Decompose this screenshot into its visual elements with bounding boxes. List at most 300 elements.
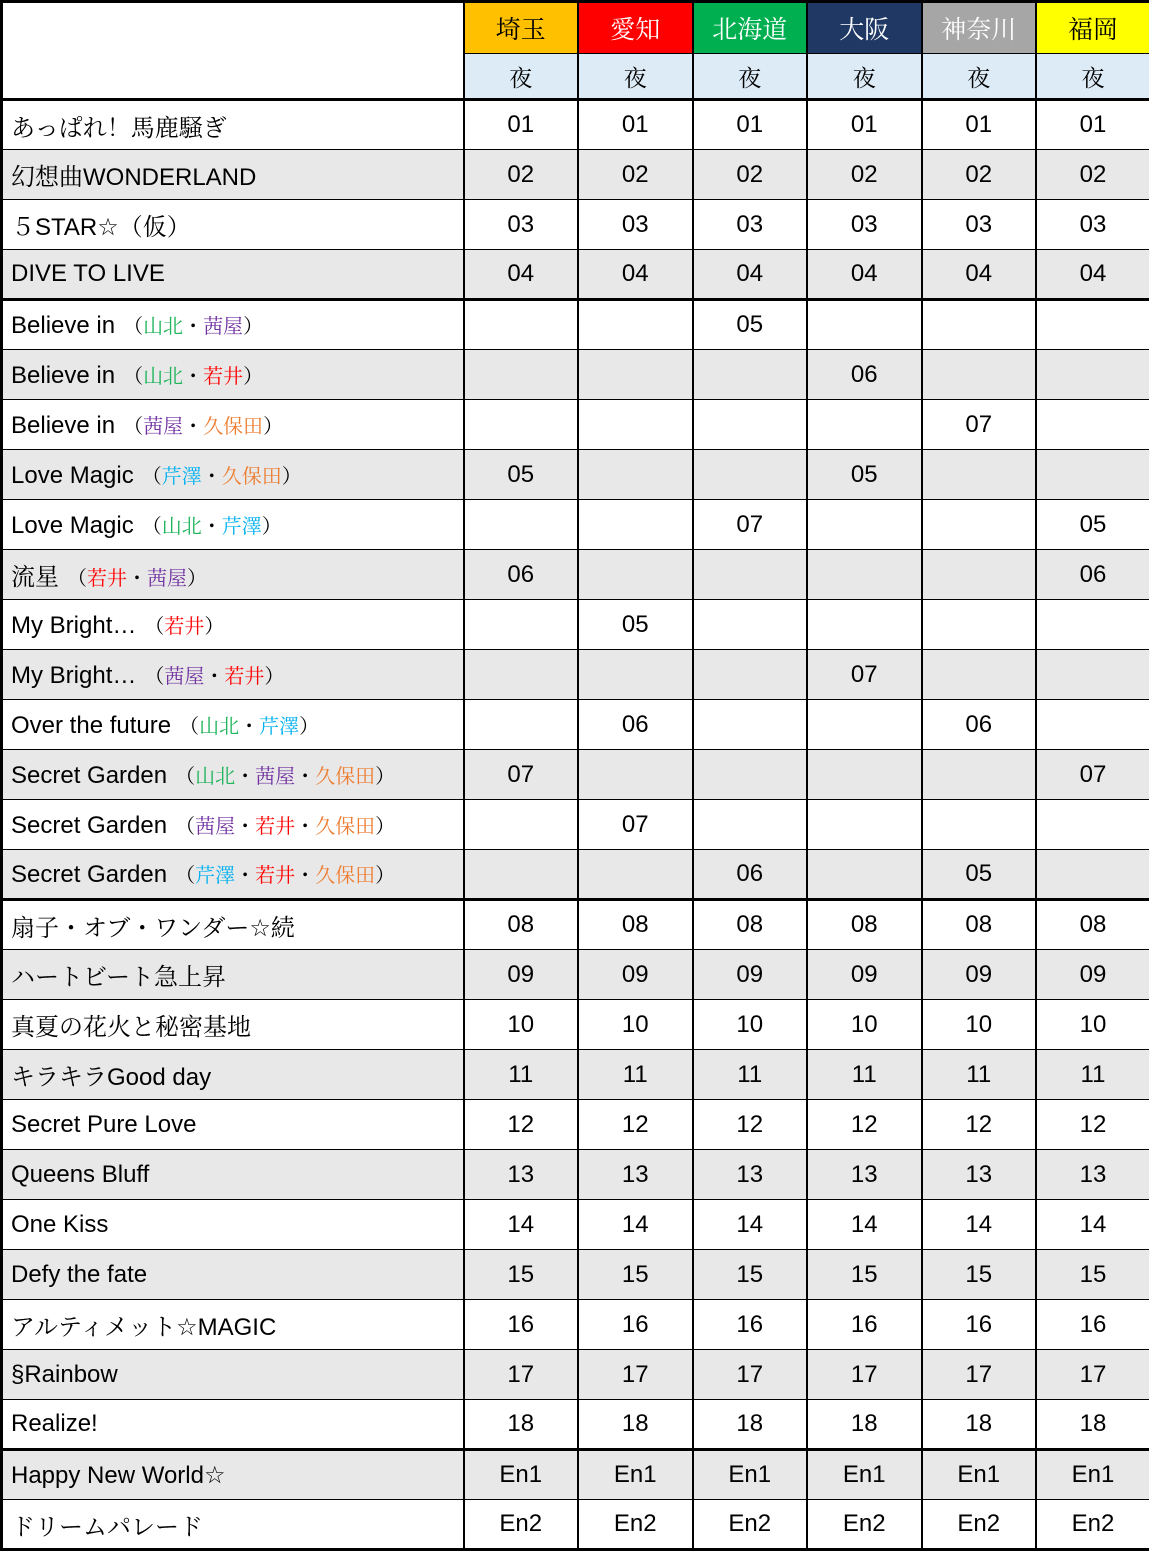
setlist-number-cell: 16 bbox=[464, 1300, 579, 1350]
setlist-number-cell: 05 bbox=[922, 850, 1037, 900]
night-show-label-fukuoka: 夜 bbox=[1036, 54, 1149, 100]
song-title: Happy New World☆ bbox=[11, 1461, 226, 1489]
performer-name: 若井 bbox=[255, 815, 296, 838]
performer-credits: （若井・茜屋） bbox=[67, 568, 207, 590]
setlist-number-cell: 11 bbox=[693, 1050, 808, 1100]
setlist-number-cell: 06 bbox=[807, 350, 922, 400]
performer-name: 若井 bbox=[203, 365, 244, 388]
setlist-number-cell: 10 bbox=[807, 1000, 922, 1050]
song-title: キラキラGood day bbox=[11, 1064, 212, 1091]
song-title-cell bbox=[2, 550, 464, 600]
song-title: My Bright… bbox=[11, 661, 137, 689]
song-title-cell bbox=[2, 950, 464, 1000]
song-title-cell bbox=[2, 300, 464, 350]
setlist-number-cell: 18 bbox=[464, 1400, 579, 1450]
setlist-number-cell: 13 bbox=[1036, 1150, 1149, 1200]
performer-name: 芹澤 bbox=[221, 515, 262, 538]
setlist-number-cell: 15 bbox=[693, 1250, 808, 1300]
song-title: One Kiss bbox=[11, 1210, 109, 1238]
setlist-number-cell: 14 bbox=[693, 1200, 808, 1250]
setlist-number-cell: 12 bbox=[578, 1100, 693, 1150]
setlist-number-cell: 18 bbox=[807, 1400, 922, 1450]
song-title: あっぱれ！馬鹿騒ぎ bbox=[11, 114, 227, 142]
setlist-number-cell bbox=[578, 450, 693, 500]
setlist-number-cell bbox=[578, 300, 693, 350]
setlist-number-cell: 15 bbox=[922, 1250, 1037, 1300]
setlist-number-cell: 01 bbox=[807, 100, 922, 150]
song-row bbox=[2, 300, 1149, 350]
song-row bbox=[2, 1050, 1149, 1100]
setlist-number-cell: 11 bbox=[922, 1050, 1037, 1100]
setlist-number-cell: 15 bbox=[807, 1250, 922, 1300]
performer-credits: （芹澤・久保田） bbox=[141, 465, 302, 488]
performer-name: 山北 bbox=[143, 316, 184, 338]
song-title: ５STAR☆（仮） bbox=[11, 214, 191, 241]
performer-credits: （山北・若井） bbox=[123, 365, 264, 388]
setlist-number-cell: En2 bbox=[464, 1500, 579, 1550]
setlist-number-cell bbox=[807, 500, 922, 550]
setlist-number-cell bbox=[464, 650, 579, 700]
prefecture-header-row bbox=[2, 2, 1149, 54]
setlist-number-cell: 03 bbox=[693, 200, 808, 250]
setlist-number-cell: 07 bbox=[1036, 750, 1149, 800]
setlist-number-cell: 09 bbox=[922, 950, 1037, 1000]
setlist-number-cell: 04 bbox=[578, 250, 693, 300]
performer-credits: （山北・茜屋・久保田） bbox=[175, 765, 396, 788]
setlist-number-cell: 15 bbox=[578, 1250, 693, 1300]
setlist-number-cell: 16 bbox=[807, 1300, 922, 1350]
setlist-number-cell: 12 bbox=[807, 1100, 922, 1150]
setlist-number-cell bbox=[807, 550, 922, 600]
setlist-number-cell: 09 bbox=[693, 950, 808, 1000]
song-title: Secret Pure Love bbox=[11, 1110, 197, 1138]
setlist-number-cell: 03 bbox=[1036, 200, 1149, 250]
song-title: §Rainbow bbox=[11, 1360, 118, 1388]
setlist-number-cell: 08 bbox=[578, 900, 693, 950]
song-row bbox=[2, 1150, 1149, 1200]
song-title: Secret Garden bbox=[11, 761, 168, 789]
setlist-number-cell: En1 bbox=[578, 1450, 693, 1500]
setlist-number-cell bbox=[578, 850, 693, 900]
setlist-number-cell: 04 bbox=[464, 250, 579, 300]
setlist-number-cell: 01 bbox=[922, 100, 1037, 150]
performer-credits: （茜屋・若井・久保田） bbox=[175, 815, 396, 838]
performer-name: 茜屋 bbox=[164, 665, 205, 688]
setlist-number-cell bbox=[922, 800, 1037, 850]
performer-credits: （山北・芹澤） bbox=[179, 715, 320, 738]
setlist-number-cell bbox=[1036, 450, 1149, 500]
song-title-cell bbox=[2, 1350, 464, 1400]
setlist-number-cell bbox=[693, 450, 808, 500]
performer-name: 久保田 bbox=[315, 815, 376, 838]
setlist-number-cell: En1 bbox=[807, 1450, 922, 1500]
setlist-number-cell: 01 bbox=[464, 100, 579, 150]
prefecture-header-osaka: 大阪 bbox=[807, 2, 922, 54]
song-title: Over the future bbox=[11, 711, 172, 739]
song-title: アルティメット☆MAGIC bbox=[11, 1314, 277, 1341]
song-row bbox=[2, 1350, 1149, 1400]
setlist-number-cell bbox=[1036, 300, 1149, 350]
setlist-number-cell: 12 bbox=[693, 1100, 808, 1150]
setlist-number-cell: 15 bbox=[1036, 1250, 1149, 1300]
song-row bbox=[2, 1200, 1149, 1250]
setlist-number-cell bbox=[807, 700, 922, 750]
setlist-number-cell: 10 bbox=[693, 1000, 808, 1050]
setlist-number-cell: 02 bbox=[922, 150, 1037, 200]
song-title-cell bbox=[2, 1300, 464, 1350]
song-title-cell bbox=[2, 750, 464, 800]
setlist-number-cell: 16 bbox=[1036, 1300, 1149, 1350]
setlist-number-cell: 08 bbox=[922, 900, 1037, 950]
song-title: Secret Garden bbox=[11, 861, 168, 888]
song-row bbox=[2, 200, 1149, 250]
performer-name: 若井 bbox=[224, 665, 265, 688]
setlist-number-cell bbox=[1036, 800, 1149, 850]
setlist-number-cell bbox=[578, 500, 693, 550]
song-title-cell bbox=[2, 1400, 464, 1450]
setlist-number-cell: 09 bbox=[578, 950, 693, 1000]
setlist-number-cell bbox=[807, 750, 922, 800]
setlist-number-cell: 02 bbox=[807, 150, 922, 200]
song-title: My Bright… bbox=[11, 611, 137, 639]
setlist-number-cell: 18 bbox=[578, 1400, 693, 1450]
corner-blank-cell bbox=[2, 2, 464, 100]
setlist-number-cell bbox=[807, 850, 922, 900]
performer-credits: （茜屋・久保田） bbox=[123, 415, 284, 438]
performer-name: 茜屋 bbox=[195, 815, 236, 838]
performer-name: 山北 bbox=[161, 515, 202, 538]
setlist-number-cell: 14 bbox=[922, 1200, 1037, 1250]
setlist-number-cell bbox=[693, 550, 808, 600]
song-title-cell bbox=[2, 150, 464, 200]
setlist-number-cell bbox=[922, 450, 1037, 500]
setlist-number-cell: 10 bbox=[1036, 1000, 1149, 1050]
setlist-number-cell: 05 bbox=[578, 600, 693, 650]
song-title: Secret Garden bbox=[11, 811, 168, 839]
setlist-number-cell bbox=[464, 850, 579, 900]
song-row bbox=[2, 1400, 1149, 1450]
setlist-number-cell: 14 bbox=[578, 1200, 693, 1250]
setlist-number-cell bbox=[1036, 400, 1149, 450]
setlist-number-cell bbox=[1036, 350, 1149, 400]
setlist-number-cell: 11 bbox=[464, 1050, 579, 1100]
song-row bbox=[2, 800, 1149, 850]
song-title-cell bbox=[2, 1100, 464, 1150]
prefecture-header-hokkaido: 北海道 bbox=[693, 2, 808, 54]
setlist-number-cell: 07 bbox=[464, 750, 579, 800]
setlist-number-cell: 14 bbox=[807, 1200, 922, 1250]
song-row bbox=[2, 950, 1149, 1000]
setlist-number-cell: 04 bbox=[922, 250, 1037, 300]
song-title-cell bbox=[2, 800, 464, 850]
setlist-number-cell: 09 bbox=[464, 950, 579, 1000]
setlist-number-cell: 01 bbox=[1036, 100, 1149, 150]
setlist-number-cell bbox=[1036, 700, 1149, 750]
song-title-cell bbox=[2, 850, 464, 900]
setlist-number-cell: 04 bbox=[1036, 250, 1149, 300]
song-row bbox=[2, 400, 1149, 450]
setlist-number-cell: 13 bbox=[693, 1150, 808, 1200]
song-title-cell bbox=[2, 1450, 464, 1500]
performer-credits: （芹澤・若井・久保田） bbox=[175, 865, 396, 887]
setlist-number-cell: 11 bbox=[807, 1050, 922, 1100]
performer-name: 若井 bbox=[164, 615, 205, 638]
setlist-number-cell: En1 bbox=[1036, 1450, 1149, 1500]
night-show-label-saitama: 夜 bbox=[464, 54, 579, 100]
setlist-number-cell bbox=[578, 400, 693, 450]
song-row bbox=[2, 1250, 1149, 1300]
setlist-number-cell: 12 bbox=[464, 1100, 579, 1150]
setlist-number-cell: 13 bbox=[464, 1150, 579, 1200]
setlist-number-cell: 17 bbox=[1036, 1350, 1149, 1400]
performer-name: 山北 bbox=[195, 765, 236, 788]
setlist-number-cell bbox=[1036, 650, 1149, 700]
setlist-number-cell: 16 bbox=[693, 1300, 808, 1350]
setlist-number-cell bbox=[578, 650, 693, 700]
song-title-cell bbox=[2, 900, 464, 950]
performer-name: 若井 bbox=[87, 568, 127, 590]
song-title-cell bbox=[2, 1200, 464, 1250]
setlist-number-cell: 16 bbox=[578, 1300, 693, 1350]
setlist-number-cell bbox=[578, 350, 693, 400]
setlist-number-cell: 12 bbox=[1036, 1100, 1149, 1150]
setlist-number-cell: 02 bbox=[1036, 150, 1149, 200]
setlist-number-cell bbox=[922, 550, 1037, 600]
setlist-number-cell: 17 bbox=[464, 1350, 579, 1400]
song-title: Defy the fate bbox=[11, 1260, 148, 1288]
setlist-number-cell: En1 bbox=[922, 1450, 1037, 1500]
song-row bbox=[2, 1000, 1149, 1050]
performer-credits: （山北・茜屋） bbox=[123, 316, 264, 338]
performer-name: 山北 bbox=[199, 715, 240, 738]
setlist-number-cell: 07 bbox=[807, 650, 922, 700]
song-row bbox=[2, 1450, 1149, 1500]
setlist-number-cell: 08 bbox=[693, 900, 808, 950]
song-row bbox=[2, 550, 1149, 600]
setlist-number-cell: En2 bbox=[1036, 1500, 1149, 1550]
song-row bbox=[2, 350, 1149, 400]
song-title: Believe in bbox=[11, 312, 116, 339]
setlist-number-cell: 06 bbox=[464, 550, 579, 600]
setlist-number-cell bbox=[464, 350, 579, 400]
setlist-number-cell: 17 bbox=[693, 1350, 808, 1400]
song-title: Love Magic bbox=[11, 461, 134, 489]
setlist-number-cell bbox=[1036, 600, 1149, 650]
setlist-number-cell: 17 bbox=[807, 1350, 922, 1400]
performer-name: 久保田 bbox=[221, 465, 282, 488]
setlist-number-cell: 01 bbox=[693, 100, 808, 150]
setlist-number-cell: 03 bbox=[807, 200, 922, 250]
prefecture-header-kanagawa: 神奈川 bbox=[922, 2, 1037, 54]
song-row bbox=[2, 250, 1149, 300]
song-row bbox=[2, 1500, 1149, 1550]
song-title: Believe in bbox=[11, 411, 116, 439]
setlist-number-cell: 07 bbox=[693, 500, 808, 550]
song-title: 幻想曲WONDERLAND bbox=[11, 164, 257, 191]
setlist-number-cell bbox=[464, 400, 579, 450]
setlist-number-cell: 02 bbox=[693, 150, 808, 200]
setlist-number-cell bbox=[464, 500, 579, 550]
song-title-cell bbox=[2, 1050, 464, 1100]
setlist-number-cell: 02 bbox=[464, 150, 579, 200]
performer-credits: （茜屋・若井） bbox=[144, 665, 285, 688]
song-title: ハートビート急上昇 bbox=[11, 964, 227, 991]
setlist-number-cell: 09 bbox=[807, 950, 922, 1000]
prefecture-header-fukuoka: 福岡 bbox=[1036, 2, 1149, 54]
song-title-cell bbox=[2, 1150, 464, 1200]
performer-name: 山北 bbox=[143, 365, 184, 388]
setlist-number-cell bbox=[464, 600, 579, 650]
setlist-number-cell bbox=[1036, 850, 1149, 900]
song-row bbox=[2, 1300, 1149, 1350]
setlist-number-cell: En1 bbox=[693, 1450, 808, 1500]
setlist-number-cell bbox=[807, 300, 922, 350]
setlist-number-cell: 18 bbox=[693, 1400, 808, 1450]
setlist-number-cell bbox=[464, 800, 579, 850]
setlist-number-cell: 13 bbox=[922, 1150, 1037, 1200]
setlist-number-cell: 11 bbox=[578, 1050, 693, 1100]
song-title-cell bbox=[2, 650, 464, 700]
setlist-number-cell bbox=[807, 400, 922, 450]
setlist-number-cell bbox=[693, 650, 808, 700]
night-show-label-kanagawa: 夜 bbox=[922, 54, 1037, 100]
song-title: ドリームパレード bbox=[11, 1513, 203, 1541]
performer-name: 芹澤 bbox=[259, 715, 300, 738]
table-header bbox=[2, 2, 1149, 100]
song-row bbox=[2, 900, 1149, 950]
setlist-number-cell bbox=[922, 500, 1037, 550]
performer-credits: （山北・芹澤） bbox=[141, 515, 282, 538]
setlist-number-cell: En2 bbox=[693, 1500, 808, 1550]
setlist-number-cell bbox=[807, 600, 922, 650]
setlist-number-cell: En2 bbox=[807, 1500, 922, 1550]
setlist-number-cell: 08 bbox=[1036, 900, 1149, 950]
setlist-number-cell bbox=[922, 300, 1037, 350]
setlist-number-cell: 09 bbox=[1036, 950, 1149, 1000]
song-title: 真夏の花火と秘密基地 bbox=[11, 1014, 251, 1041]
song-row bbox=[2, 150, 1149, 200]
setlist-number-cell bbox=[693, 350, 808, 400]
setlist-number-cell: 01 bbox=[578, 100, 693, 150]
song-title-cell bbox=[2, 600, 464, 650]
song-title: 流星 bbox=[11, 564, 59, 591]
setlist-number-cell bbox=[693, 600, 808, 650]
setlist-number-cell: 07 bbox=[578, 800, 693, 850]
setlist-number-cell: 06 bbox=[578, 700, 693, 750]
setlist-number-cell: 03 bbox=[464, 200, 579, 250]
setlist-number-cell: 03 bbox=[578, 200, 693, 250]
song-row bbox=[2, 650, 1149, 700]
setlist-number-cell bbox=[922, 350, 1037, 400]
setlist-number-cell: En2 bbox=[922, 1500, 1037, 1550]
song-row bbox=[2, 850, 1149, 900]
setlist-number-cell bbox=[693, 800, 808, 850]
prefecture-header-saitama: 埼玉 bbox=[464, 2, 579, 54]
setlist-number-cell: 15 bbox=[464, 1250, 579, 1300]
setlist-number-cell: 13 bbox=[807, 1150, 922, 1200]
setlist-number-cell bbox=[922, 650, 1037, 700]
setlist-number-cell bbox=[578, 750, 693, 800]
song-title-cell bbox=[2, 700, 464, 750]
song-title-cell bbox=[2, 250, 464, 300]
setlist-number-cell: 11 bbox=[1036, 1050, 1149, 1100]
prefecture-header-aichi: 愛知 bbox=[578, 2, 693, 54]
song-title-cell bbox=[2, 1000, 464, 1050]
setlist-number-cell: 10 bbox=[464, 1000, 579, 1050]
performer-credits: （若井） bbox=[144, 615, 225, 638]
setlist-number-cell: 05 bbox=[464, 450, 579, 500]
song-title: Believe in bbox=[11, 361, 116, 389]
performer-name: 茜屋 bbox=[143, 415, 184, 438]
setlist-number-cell: 16 bbox=[922, 1300, 1037, 1350]
setlist-number-cell bbox=[693, 700, 808, 750]
setlist-number-cell: 06 bbox=[1036, 550, 1149, 600]
setlist-number-cell: 07 bbox=[922, 400, 1037, 450]
night-show-label-hokkaido: 夜 bbox=[693, 54, 808, 100]
setlist-number-cell bbox=[693, 750, 808, 800]
setlist-number-cell: 02 bbox=[578, 150, 693, 200]
setlist-body bbox=[2, 100, 1149, 1550]
setlist-number-cell: 13 bbox=[578, 1150, 693, 1200]
setlist-number-cell: En2 bbox=[578, 1500, 693, 1550]
performer-name: 若井 bbox=[255, 865, 296, 887]
night-show-label-aichi: 夜 bbox=[578, 54, 693, 100]
setlist-number-cell bbox=[693, 400, 808, 450]
song-title: DIVE TO LIVE bbox=[11, 260, 165, 287]
song-title-cell bbox=[2, 500, 464, 550]
setlist-number-cell: 17 bbox=[922, 1350, 1037, 1400]
song-row bbox=[2, 1100, 1149, 1150]
song-row bbox=[2, 450, 1149, 500]
song-title-cell bbox=[2, 450, 464, 500]
setlist-number-cell bbox=[578, 550, 693, 600]
setlist-number-cell: En1 bbox=[464, 1450, 579, 1500]
setlist-number-cell: 03 bbox=[922, 200, 1037, 250]
setlist-number-cell: 18 bbox=[1036, 1400, 1149, 1450]
setlist-number-cell: 05 bbox=[807, 450, 922, 500]
setlist-number-cell: 17 bbox=[578, 1350, 693, 1400]
night-show-label-osaka: 夜 bbox=[807, 54, 922, 100]
song-row bbox=[2, 100, 1149, 150]
setlist-number-cell: 04 bbox=[807, 250, 922, 300]
performer-name: 久保田 bbox=[203, 415, 264, 438]
setlist-number-cell bbox=[922, 600, 1037, 650]
setlist-number-cell: 18 bbox=[922, 1400, 1037, 1450]
song-title-cell bbox=[2, 100, 464, 150]
setlist-number-cell: 04 bbox=[693, 250, 808, 300]
song-row bbox=[2, 600, 1149, 650]
setlist-number-cell bbox=[464, 700, 579, 750]
song-title-cell bbox=[2, 350, 464, 400]
setlist-number-cell: 12 bbox=[922, 1100, 1037, 1150]
setlist-number-cell: 05 bbox=[693, 300, 808, 350]
setlist-number-cell: 05 bbox=[1036, 500, 1149, 550]
song-title-cell bbox=[2, 400, 464, 450]
song-title-cell bbox=[2, 1250, 464, 1300]
setlist-number-cell: 08 bbox=[464, 900, 579, 950]
setlist-number-cell bbox=[922, 750, 1037, 800]
song-title: Realize! bbox=[11, 1410, 98, 1437]
setlist-number-cell: 14 bbox=[464, 1200, 579, 1250]
performer-name: 茜屋 bbox=[203, 316, 244, 338]
song-title: Love Magic bbox=[11, 511, 134, 539]
performer-name: 芹澤 bbox=[195, 865, 236, 887]
performer-name: 茜屋 bbox=[255, 765, 296, 788]
setlist-number-cell: 10 bbox=[578, 1000, 693, 1050]
song-row bbox=[2, 500, 1149, 550]
setlist-number-cell bbox=[807, 800, 922, 850]
setlist-number-cell: 06 bbox=[922, 700, 1037, 750]
